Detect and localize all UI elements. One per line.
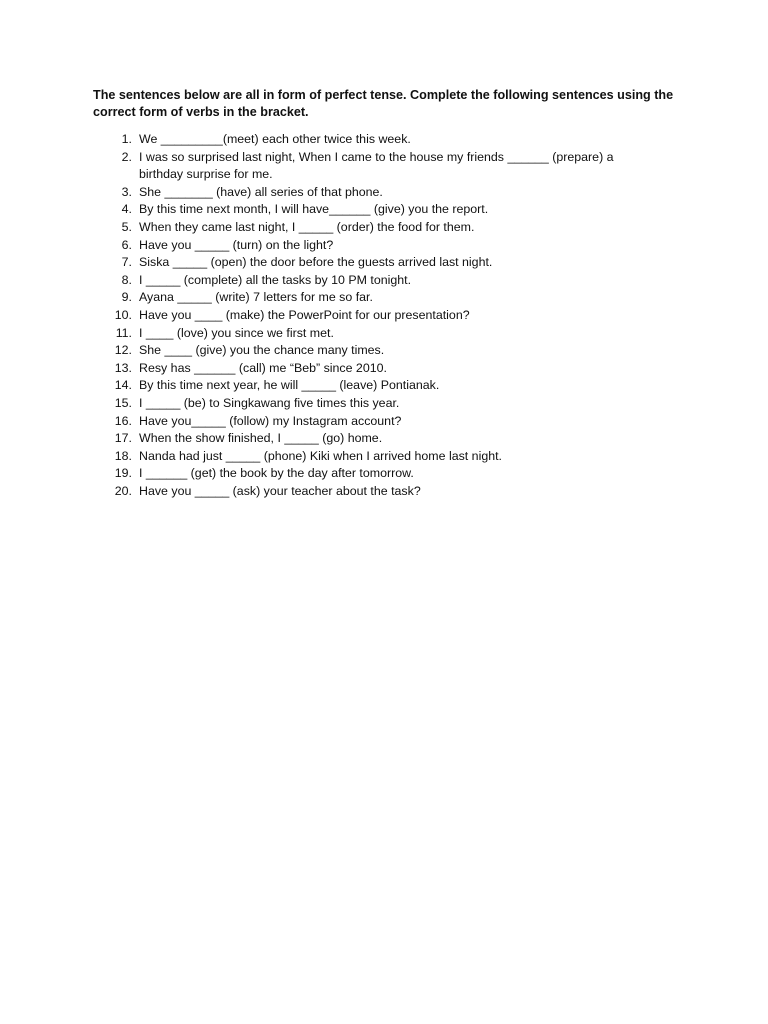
item-sentence: Resy has ______ (call) me “Beb” since 2010. [139,360,387,375]
item-sentence: By this time next month, I will have______ (give) you the report. [139,202,489,217]
item-number: 1. [121,132,132,146]
item-number: 7. [121,255,132,270]
exercise-item-2 [0,149,768,184]
exercise-item-4 [0,201,768,219]
item-number: 14. [114,378,132,393]
item-sentence: Nanda had just _____ (phone) Kiki when I arrived home last night. [139,448,502,463]
item-sentence: I ____ (love) you since we first met. [139,325,334,340]
item-sentence: Ayana _____ (write) 7 letters for me so far. [139,290,373,305]
exercise-item-14 [0,377,768,395]
item-number: 20. [114,483,132,498]
exercise-item-7 [0,254,768,272]
item-number: 9. [121,290,132,305]
item-sentence: We _________(meet) each other twice this week. [139,132,411,146]
exercise-item-3 [0,184,768,202]
exercise-item-19 [0,465,768,483]
item-sentence: Have you _____ (ask) your teacher about the task? [139,483,421,498]
item-number: 13. [114,360,132,375]
item-number: 5. [121,219,132,234]
exercise-item-1 [0,131,768,149]
exercise-item-11 [0,325,768,343]
item-number: 2. [121,149,132,164]
item-sentence: I _____ (complete) all the tasks by 10 PM tonight. [139,272,412,287]
item-number: 3. [121,184,132,199]
item-sentence: She _______ (have) all series of that phone. [139,184,383,199]
exercise-item-17 [0,430,768,448]
item-number: 4. [121,202,132,217]
exercise-item-10 [0,307,768,325]
item-number: 16. [114,413,132,428]
exercise-item-5 [0,219,768,237]
instructions-paragraph: The sentences below are all in form of perfect tense. Complete the following sentences using the correct form of verbs in the bracket. [93,88,674,119]
item-number: 18. [114,448,132,463]
exercise-item-20 [0,483,768,501]
item-sentence: When they came last night, I _____ (order) the food for them. [139,219,475,234]
exercise-item-18 [0,448,768,466]
item-sentence: I ______ (get) the book by the day after tomorrow. [139,466,414,481]
item-number: 8. [121,272,132,287]
item-sentence: Siska _____ (open) the door before the guests arrived last night. [139,255,493,270]
exercise-item-16 [0,413,768,431]
item-number: 11. [115,325,132,340]
item-sentence: By this time next year, he will _____ (leave) Pontianak. [139,378,440,393]
item-number: 17. [114,431,132,446]
item-number: 12. [114,343,132,358]
exercise-item-8 [0,272,768,290]
item-sentence: Have you_____ (follow) my Instagram account? [139,413,402,428]
exercise-item-6 [0,237,768,255]
item-number: 15. [114,395,132,410]
item-number: 6. [121,237,132,252]
exercise-item-12 [0,342,768,360]
item-sentence: Have you _____ (turn) on the light? [139,237,334,252]
exercise-item-9 [0,289,768,307]
item-sentence: She ____ (give) you the chance many times. [139,343,385,358]
item-number: 19. [114,466,132,481]
item-sentence: When the show finished, I _____ (go) home. [139,431,383,446]
item-number: 10. [114,307,132,322]
item-sentence: Have you ____ (make) the PowerPoint for our presentation? [139,307,470,322]
exercise-item-13 [0,360,768,378]
exercise-item-15 [0,395,768,413]
item-sentence: I _____ (be) to Singkawang five times this year. [139,395,400,410]
exercise-list [0,131,768,500]
item-sentence: I was so surprised last night, When I came to the house my friends ______ (prepare) a birthday surprise for me. [139,149,614,182]
